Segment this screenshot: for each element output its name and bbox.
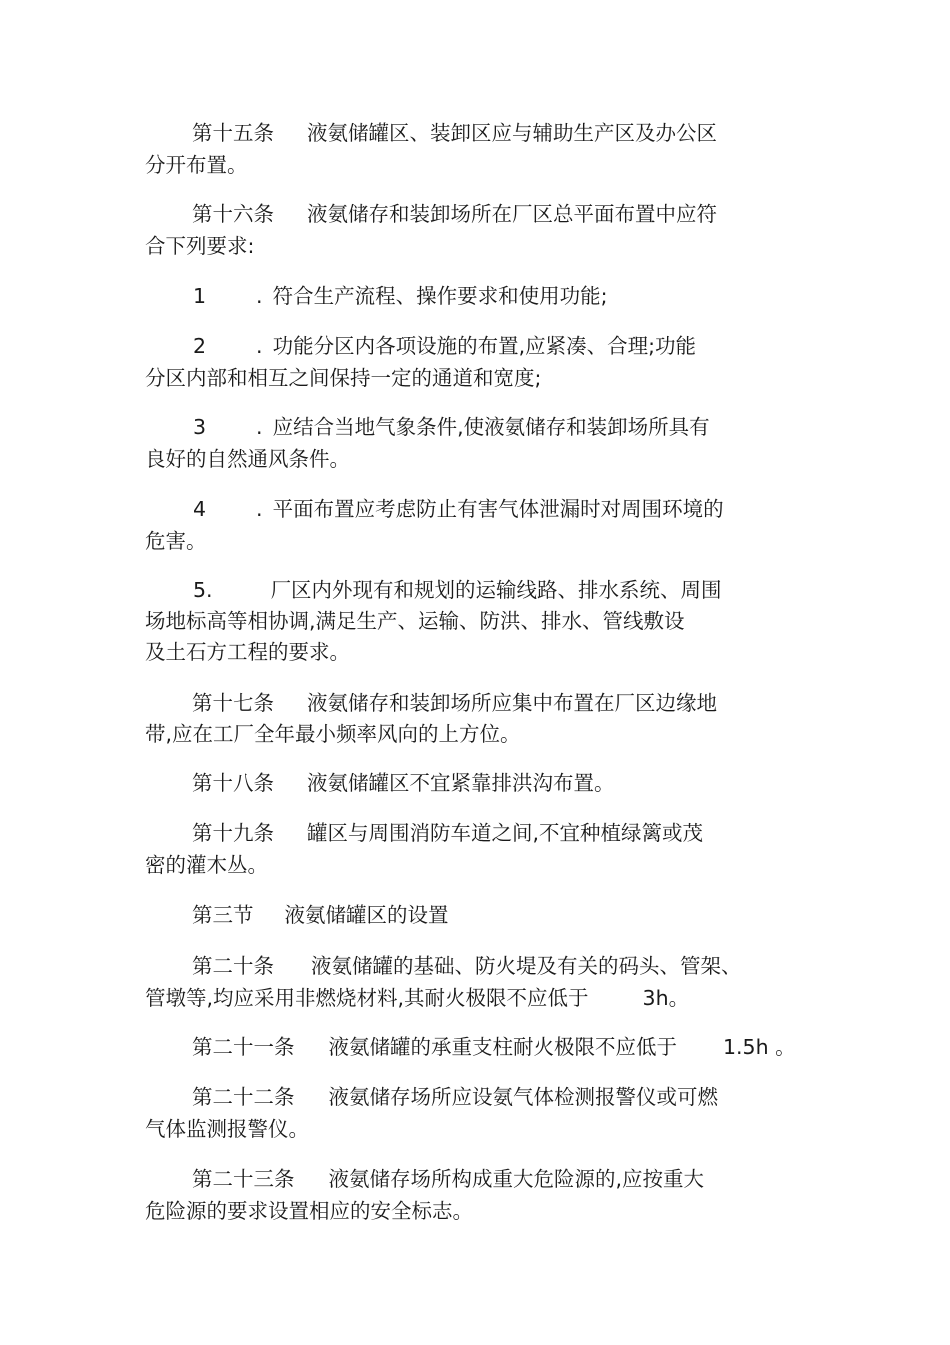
article-16-heading: 第十六条 [192,202,274,226]
list-item-4-line-2: 危害。 [145,529,207,553]
article-20-line-2: 管墩等,均应采用非燃烧材料,其耐火极限不应低于 3h。 [145,986,690,1010]
article-17-text: 液氨储存和装卸场所应集中布置在厂区边缘地 [307,691,717,715]
article-22-line-1 [192,1082,718,1112]
article-21-text: 液氨储罐的承重支柱耐火极限不应低于 [328,1035,677,1059]
section-3-label: 第三节 [192,903,254,927]
article-20-heading: 第二十条 [192,954,274,978]
section-3-heading [192,900,449,930]
list-item-2-line-2: 分区内部和相互之间保持一定的通道和宽度; [145,366,542,390]
article-22-heading: 第二十二条 [192,1085,295,1109]
article-21-line-1 [192,1032,796,1062]
article-21-value: 1.5h 。 [723,1035,796,1059]
article-19-heading: 第十九条 [192,821,274,845]
article-16-text: 液氨储存和装卸场所在厂区总平面布置中应符 [307,202,717,226]
list-item-4: 4 . 平面布置应考虑防止有害气体泄漏时对周围环境的 [193,497,724,521]
list-item-5-line-3: 及土石方工程的要求。 [145,640,350,664]
article-15-text: 液氨储罐区、装卸区应与辅助生产区及办公区 [307,121,717,145]
list-item-text: 应结合当地气象条件,使液氨储存和装卸场所具有 [272,415,710,439]
list-item-number: 1 [193,284,207,308]
article-15-line-2: 分开布置。 [145,153,248,177]
article-18-text: 液氨储罐区不宜紧靠排洪沟布置。 [307,771,615,795]
article-20-line-1 [192,951,742,981]
list-item-5 [193,575,722,605]
article-17-line-1 [192,688,717,718]
article-22-line-2: 气体监测报警仪。 [145,1117,309,1141]
article-16-line-2: 合下列要求: [145,234,255,258]
article-18-heading: 第十八条 [192,771,274,795]
article-22-text: 液氨储存场所应设氨气体检测报警仪或可燃 [328,1085,718,1109]
list-item-text: 平面布置应考虑防止有害气体泄漏时对周围环境的 [272,497,724,521]
list-item-text: 功能分区内各项设施的布置,应紧凑、合理;功能 [272,334,696,358]
list-item-5-line-2: 场地标高等相协调,满足生产、运输、防洪、排水、管线敷设 [145,609,685,633]
article-17-line-2: 带,应在工厂全年最小频率风向的上方位。 [145,722,521,746]
article-21-heading: 第二十一条 [192,1035,295,1059]
list-item-text: 符合生产流程、操作要求和使用功能; [272,284,608,308]
article-15-heading: 第十五条 [192,121,274,145]
article-20-text: 液氨储罐的基础、防火堤及有关的码头、管架、 [311,954,742,978]
article-19-line-2: 密的灌木丛。 [145,853,268,877]
list-item-3-line-2: 良好的自然通风条件。 [145,447,350,471]
article-15-line-1 [192,118,717,148]
list-item-1: 1 . 符合生产流程、操作要求和使用功能; [193,284,608,308]
section-3-title: 液氨储罐区的设置 [284,903,449,927]
list-item-number: 4 [193,497,207,521]
article-19-line-1 [192,818,703,848]
list-item-text: 厂区内外现有和规划的运输线路、排水系统、周围 [270,578,722,602]
list-item-3: 3 . 应结合当地气象条件,使液氨储存和装卸场所具有 [193,415,710,439]
article-23-line-2: 危险源的要求设置相应的安全标志。 [145,1199,473,1223]
article-18-line-1 [192,768,615,798]
article-23-heading: 第二十三条 [192,1167,295,1191]
article-16-line-1 [192,199,717,229]
article-20-value: 3h。 [642,986,690,1010]
list-item-number: 3 [193,415,207,439]
list-item-number: 2 [193,334,207,358]
article-23-line-1 [192,1164,704,1194]
article-17-heading: 第十七条 [192,691,274,715]
article-19-text: 罐区与周围消防车道之间,不宜种植绿篱或茂 [307,821,704,845]
article-23-text: 液氨储存场所构成重大危险源的,应按重大 [328,1167,705,1191]
list-item-2: 2 . 功能分区内各项设施的布置,应紧凑、合理;功能 [193,334,696,358]
list-item-number: 5. [193,578,213,602]
